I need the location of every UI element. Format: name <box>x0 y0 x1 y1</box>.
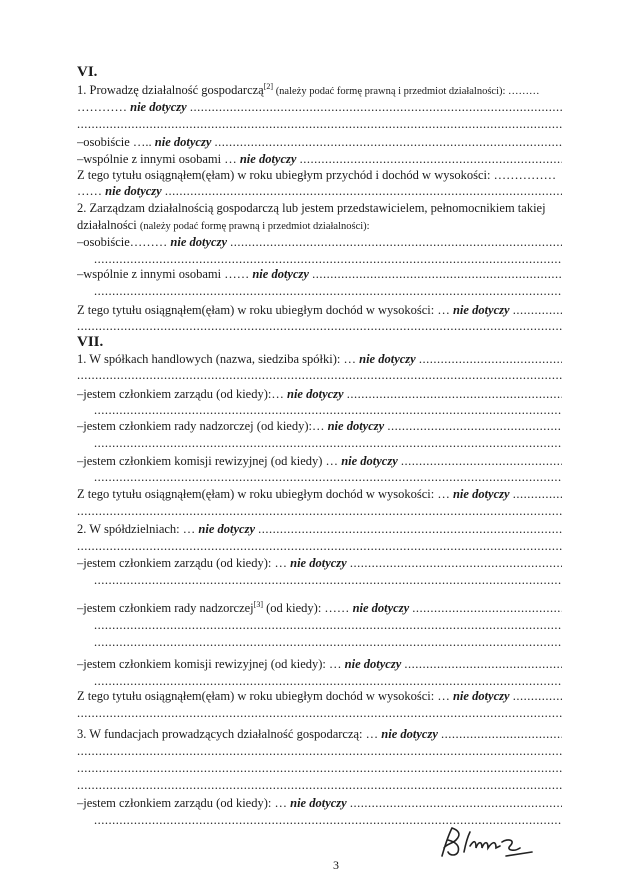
vi-osobiscie-2-cont <box>94 251 562 267</box>
section-vii-header: VII. <box>77 334 104 350</box>
vii-komisja: –jestem członkiem komisji rewizyjnej (od kiedy) … nie dotyczy ..... <box>77 453 562 469</box>
vii-komisja-2: –jestem członkiem komisji rewizyjnej (od kiedy): … nie dotyczy ..... <box>77 656 562 672</box>
vii-s2-cont <box>77 538 562 554</box>
vi-wspolnie-2-cont <box>94 283 562 299</box>
vii-s3-cont-a <box>77 743 562 759</box>
vi-line-3-blank <box>77 116 562 132</box>
vii-rada-2: –jestem członkiem rady nadzorczej[3] (od kiedy): …… nie dotyczy ..... <box>77 600 562 616</box>
section-vi-header: VI. <box>77 64 98 80</box>
vi-wspolnie-2: –wspólnie z innymi osobami …… nie dotyczy ..... <box>77 266 562 282</box>
vi-p2-line-1: 2. Zarządzam działalnością gospodarczą lub jestem przedstawicielem, pełnomocnikiem takiej <box>77 201 546 215</box>
vi-income-1: Z tego tytułu osiągnąłem(ęłam) w roku ubiegłym przychód i dochód w wysokości: …………… <box>77 168 557 182</box>
vii-income-1-cont <box>77 503 562 519</box>
vii-rada: –jestem członkiem rady nadzorczej (od kiedy):… nie dotyczy ..... <box>77 418 562 434</box>
page-number: 3 <box>333 858 339 872</box>
vi-osobiscie: –osobiście ….. nie dotyczy ..... <box>77 134 562 150</box>
vii-zarzad-cont <box>94 402 562 418</box>
vii-s1: 1. W spółkach handlowych (nazwa, siedziba spółki): … nie dotyczy ..... <box>77 351 562 367</box>
vii-rada-2-cont-b <box>94 634 562 650</box>
vii-s1-cont <box>77 367 562 383</box>
vii-rada-2-cont-a <box>94 617 562 633</box>
vii-s3: 3. W fundacjach prowadzących działalność gospodarczą: … nie dotyczy ..... <box>77 726 562 742</box>
vii-komisja-cont <box>94 469 562 485</box>
vii-komisja-2-cont <box>94 673 562 689</box>
vi-line-1: 1. Prowadzę działalność gospodarczą[2] (należy podać formę prawną i przedmiot działalności): ……… <box>77 82 540 97</box>
vii-s2: 2. W spółdzielniach: … nie dotyczy ..... <box>77 521 562 537</box>
vi-wspolnie: –wspólnie z innymi osobami … nie dotyczy ..... <box>77 151 562 167</box>
signature-image <box>436 822 546 862</box>
vii-income-1: Z tego tytułu osiągnąłem(ęłam) w roku ubiegłym dochód w wysokości: … nie dotyczy ..... <box>77 486 562 502</box>
vii-s3-cont-c <box>77 777 562 793</box>
vii-zarzad-2-cont <box>94 572 562 588</box>
vii-income-2-cont <box>77 705 562 721</box>
vii-income-2: Z tego tytułu osiągnąłem(ęłam) w roku ubiegłym dochód w wysokości: … nie dotyczy ..... <box>77 688 562 704</box>
vii-zarzad: –jestem członkiem zarządu (od kiedy):… nie dotyczy ..... <box>77 386 562 402</box>
vi-osobiscie-2: –osobiście……… nie dotyczy ..... <box>77 234 562 250</box>
vii-rada-cont <box>94 435 562 451</box>
vi-income-1-value: …… nie dotyczy ..... <box>77 183 562 199</box>
vi-income-2: Z tego tytułu osiągnąłem(ęłam) w roku ubiegłym dochód w wysokości: … nie dotyczy ..... <box>77 302 562 318</box>
vi-income-2-cont <box>77 318 562 334</box>
vi-p2-line-2: działalności (należy podać formę prawną i przedmiot działalności): <box>77 218 370 232</box>
vi-line-2: ………… nie dotyczy ..... <box>77 99 562 115</box>
vii-zarzad-2: –jestem członkiem zarządu (od kiedy): … nie dotyczy ..... <box>77 555 562 571</box>
vii-zarzad-3: –jestem członkiem zarządu (od kiedy): … nie dotyczy ..... <box>77 795 562 811</box>
vii-s3-cont-b <box>77 760 562 776</box>
